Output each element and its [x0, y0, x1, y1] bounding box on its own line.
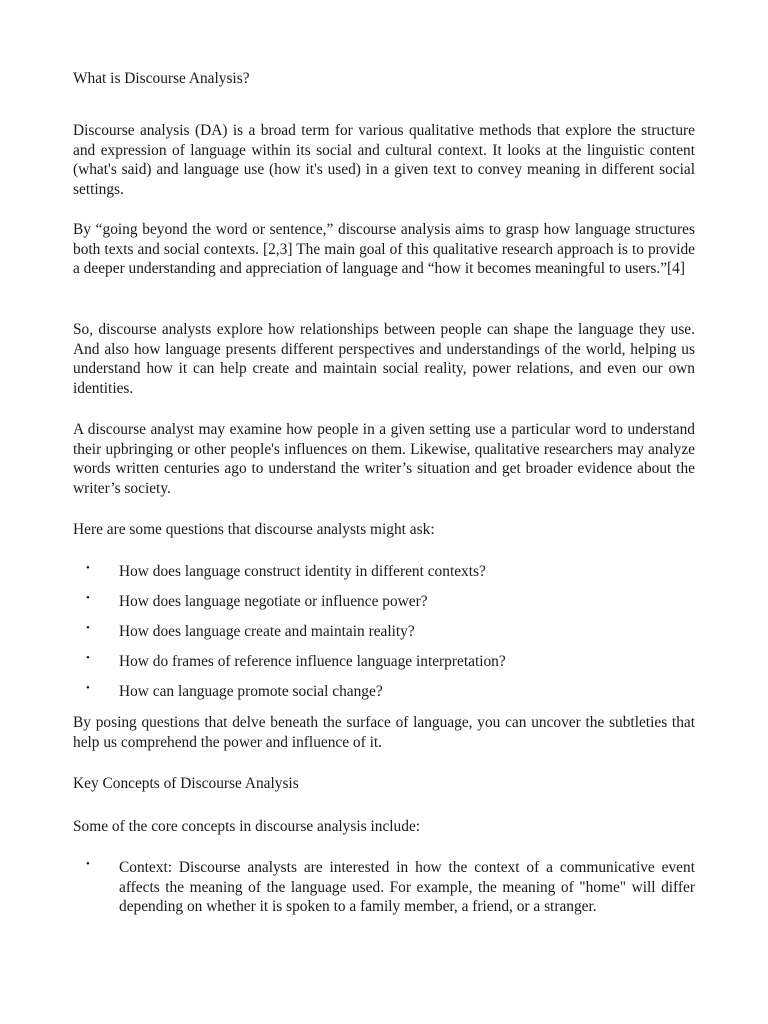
paragraph-section-intro: Some of the core concepts in discourse analysis include:	[73, 818, 421, 835]
list-item-text: Context: Discourse analysts are interested in how the context of a communicative event affects the meaning of the language used. For example, the meaning of "home" will differ depending on whether it is spoken to a family member, a friend, or a stranger.	[119, 859, 695, 916]
paragraph-relationships: So, discourse analysts explore how relationships between people can shape the language they use. And also how language presents different perspectives and understandings of the world, helping us understand how it can help create and maintain social reality, power relations, and even our own identities.	[73, 321, 695, 397]
bullet-icon: •	[86, 681, 90, 694]
questions-list	[73, 562, 695, 702]
paragraph-closing: By posing questions that delve beneath the surface of language, you can uncover the subtleties that help us comprehend the power and influence of it.	[73, 714, 695, 751]
paragraph-beyond-word: By “going beyond the word or sentence,” discourse analysis aims to grasp how language structures both texts and social contexts. [2,3] The main goal of this qualitative research approach is to provide a deeper understanding and appreciation of language and “how it becomes meaningful to users.”[4]	[73, 221, 695, 278]
list-item-text: How does language construct identity in different contexts?	[119, 563, 486, 580]
list-item	[73, 682, 695, 702]
bullet-icon: •	[86, 562, 90, 574]
list-item-text: How does language create and maintain reality?	[119, 622, 415, 640]
paragraph-questions-intro: Here are some questions that discourse analysts might ask:	[73, 521, 435, 538]
bullet-icon: •	[86, 591, 90, 604]
list-item	[73, 562, 695, 582]
paragraph-intro: Discourse analysis (DA) is a broad term for various qualitative methods that explore the structure and expression of language within its social and cultural context. It looks at the linguistic content (what's said) and language use (how it's used) in a given text to convey meaning in different social settings.	[73, 122, 695, 198]
list-item-text: How do frames of reference influence language interpretation?	[119, 652, 506, 670]
page-title: What is Discourse Analysis?	[73, 70, 250, 87]
section-heading: Key Concepts of Discourse Analysis	[73, 775, 299, 792]
bullet-icon: •	[86, 858, 90, 870]
list-item	[73, 622, 695, 642]
list-item-text: How can language promote social change?	[119, 682, 383, 700]
bullet-icon: •	[86, 651, 90, 664]
list-item	[73, 858, 695, 917]
list-item	[73, 592, 695, 612]
paragraph-analyst-examine: A discourse analyst may examine how people in a given setting use a particular word to understand their upbringing or other people's influences on them. Likewise, qualitative researchers may analyze words written centuries ago to understand the writer’s situation and get broader evidence about the writer’s society.	[73, 421, 695, 497]
concepts-list	[73, 858, 695, 917]
list-item	[73, 652, 695, 672]
list-item-text: How does language negotiate or influence power?	[119, 592, 428, 610]
bullet-icon: •	[86, 621, 90, 634]
